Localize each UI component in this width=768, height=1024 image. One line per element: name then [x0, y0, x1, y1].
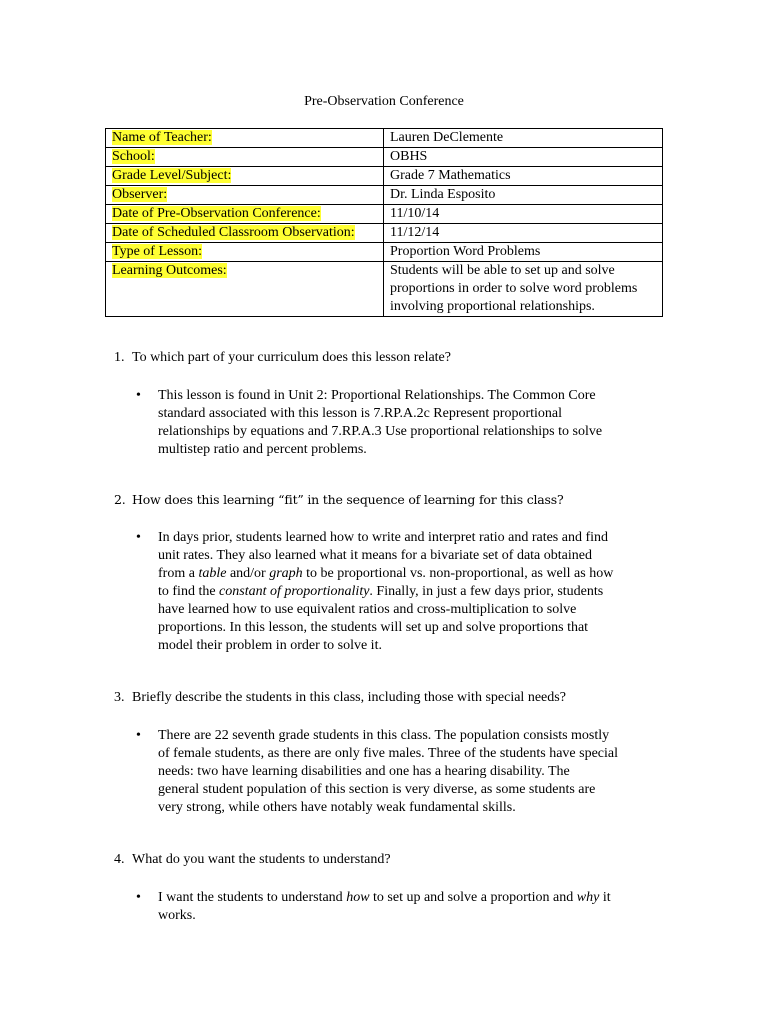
table-label-cell	[106, 205, 384, 224]
bullet-icon: •	[136, 728, 141, 743]
table-value-cell: Proportion Word Problems	[384, 243, 663, 262]
teacher-info-table	[105, 128, 663, 317]
table-row	[106, 224, 663, 243]
question-number: 2.	[114, 492, 126, 507]
question-number: 3.	[114, 690, 125, 705]
label-grade-level: Grade Level/Subject:	[112, 168, 232, 183]
table-label-cell	[106, 129, 384, 148]
answer-line: This lesson is found in Unit 2: Proportional Relationships. The Common Core	[158, 388, 596, 403]
label-school: School:	[112, 149, 155, 164]
answer-line: from a table and/or graph to be proportional vs. non-proportional, as well as how	[158, 566, 614, 581]
question-2	[114, 491, 674, 509]
question-number: 1.	[114, 350, 125, 365]
table-row	[106, 186, 663, 205]
question-text: To which part of your curriculum does this lesson relate?	[132, 350, 451, 365]
answer-line: multistep ratio and percent problems.	[158, 442, 367, 457]
table-row	[106, 262, 663, 317]
answer-2	[136, 529, 656, 655]
answer-line: works.	[158, 908, 196, 923]
question-text: How does this learning “fit” in the sequence of learning for this class?	[132, 492, 564, 507]
table-label-cell	[106, 243, 384, 262]
label-type-of-lesson: Type of Lesson:	[112, 244, 203, 259]
table-value-cell: 11/12/14	[384, 224, 663, 243]
answer-text	[158, 727, 658, 817]
answer-line: needs: two have learning disabilities and one has a hearing disability. The	[158, 764, 570, 779]
answer-3	[136, 727, 656, 817]
answer-line: In days prior, students learned how to write and interpret ratio and rates and find	[158, 530, 609, 545]
question-number: 4.	[114, 852, 125, 867]
table-value-cell: 11/10/14	[384, 205, 663, 224]
question-3	[114, 689, 674, 707]
question-4	[114, 851, 674, 869]
answer-line: of female students, as there are only five males. Three of the students have special	[158, 746, 619, 761]
question-1	[114, 349, 674, 367]
answer-line: relationships by equations and 7.RP.A.3 Use proportional relationships to solve	[158, 424, 603, 439]
table-value-cell: Students will be able to set up and solve proportions in order to solve word problems involving proportional relationships.	[384, 262, 663, 317]
answer-line: standard associated with this lesson is 7.RP.A.2c Represent proportional	[158, 406, 562, 421]
table-label-cell	[106, 224, 384, 243]
answer-line: have learned how to use equivalent ratios and cross-multiplication to solve	[158, 602, 577, 617]
document-title: Pre-Observation Conference	[304, 94, 464, 109]
answer-4	[136, 889, 656, 925]
table-label-cell	[106, 167, 384, 186]
answer-text	[158, 529, 658, 655]
table-row	[106, 205, 663, 224]
answer-text	[158, 889, 658, 925]
table-row	[106, 243, 663, 262]
answer-line: There are 22 seventh grade students in this class. The population consists mostly	[158, 728, 610, 743]
answer-line: model their problem in order to solve it.	[158, 638, 382, 653]
bullet-icon: •	[136, 388, 141, 403]
question-text: Briefly describe the students in this class, including those with special needs?	[132, 690, 566, 705]
table-row	[106, 148, 663, 167]
bullet-icon: •	[136, 530, 141, 545]
bullet-icon: •	[136, 890, 141, 905]
table-value-cell: Dr. Linda Esposito	[384, 186, 663, 205]
table-row	[106, 129, 663, 148]
answer-line: general student population of this section is very diverse, as some students are	[158, 782, 596, 797]
answer-1	[136, 387, 656, 459]
label-date-observation: Date of Scheduled Classroom Observation:	[112, 225, 355, 240]
label-observer: Observer:	[112, 187, 168, 202]
table-label-cell	[106, 148, 384, 167]
table-value-cell: Lauren DeClemente	[384, 129, 663, 148]
answer-line: unit rates. They also learned what it means for a bivariate set of data obtained	[158, 548, 592, 563]
question-text: What do you want the students to understand?	[132, 852, 391, 867]
label-name-of-teacher: Name of Teacher:	[112, 130, 212, 145]
table-value-cell: Grade 7 Mathematics	[384, 167, 663, 186]
answer-line: to find the constant of proportionality. Finally, in just a few days prior, students	[158, 584, 604, 599]
answer-line: proportions. In this lesson, the students will set up and solve proportions that	[158, 620, 589, 635]
label-learning-outcomes: Learning Outcomes:	[112, 263, 227, 278]
answer-text	[158, 387, 658, 459]
label-date-pre-observation: Date of Pre-Observation Conference:	[112, 206, 321, 221]
table-label-cell	[106, 262, 384, 317]
answer-line: I want the students to understand how to set up and solve a proportion and why it	[158, 890, 611, 905]
table-row	[106, 167, 663, 186]
table-value-cell: OBHS	[384, 148, 663, 167]
table-label-cell	[106, 186, 384, 205]
answer-line: very strong, while others have notably weak fundamental skills.	[158, 800, 516, 815]
